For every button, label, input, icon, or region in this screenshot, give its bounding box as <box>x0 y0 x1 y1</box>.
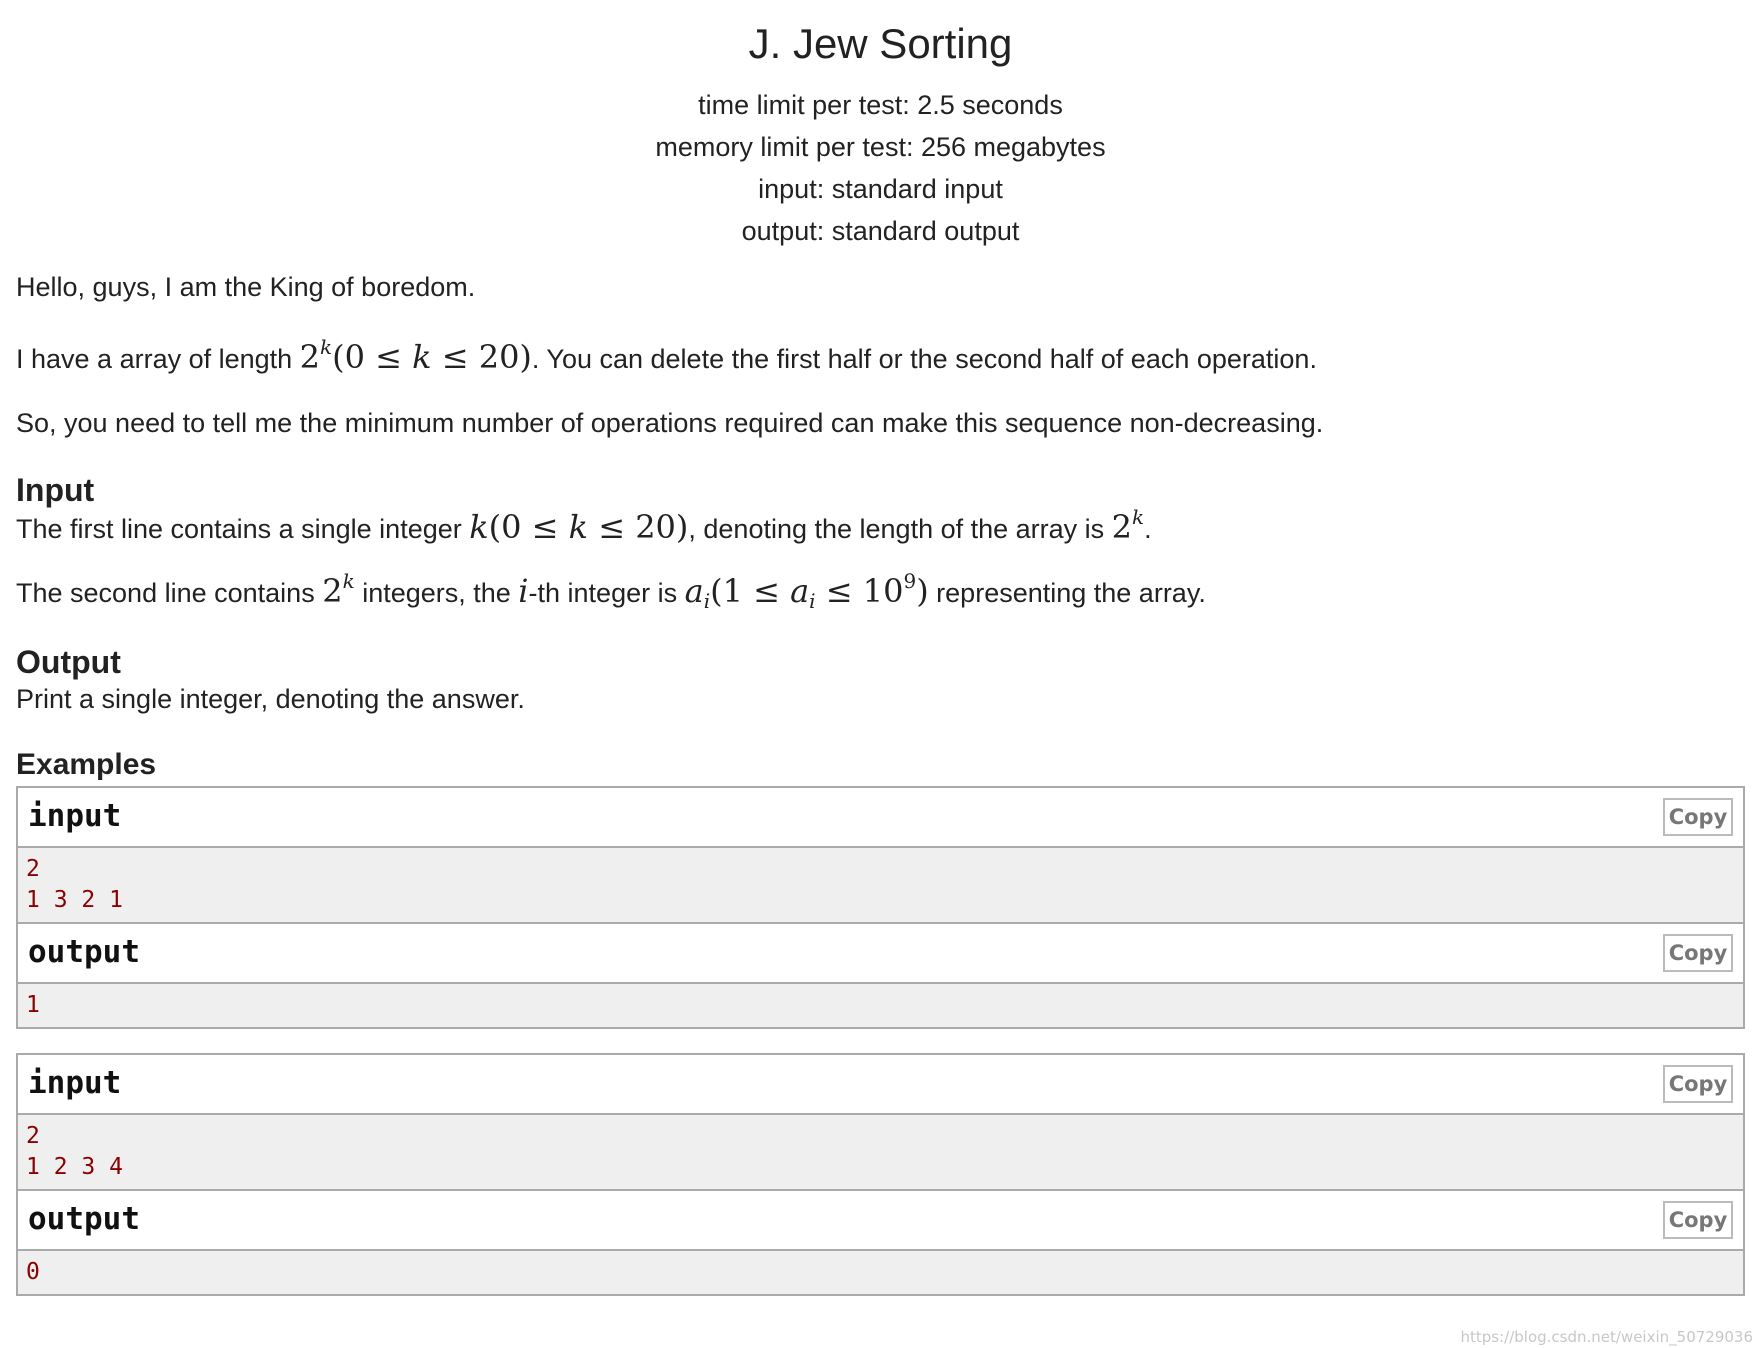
example-input-line: 1 3 2 1 <box>26 887 123 913</box>
statement-text: . You can delete the first half or the second half of each operation. <box>531 344 1317 374</box>
example-input-line: 2 <box>26 1123 40 1149</box>
input-text: -th integer is <box>528 578 685 608</box>
input-text: . <box>1144 514 1152 544</box>
example-input-body <box>18 1115 1743 1191</box>
input-spec: input: standard input <box>758 174 1003 204</box>
output-description: Print a single integer, denoting the answer. <box>16 684 525 714</box>
input-text: The second line contains <box>16 578 323 608</box>
example-output-line: 1 <box>26 992 40 1018</box>
math-index: i <box>518 572 529 610</box>
math-value-constraint: $a_i(1 \le a_i \le 10^9)$ <box>684 569 929 613</box>
example-input-line: 1 2 3 4 <box>26 1154 123 1180</box>
problem-title: J. Jew Sorting <box>748 20 1013 67</box>
example-input-label: input <box>28 1065 122 1101</box>
example-output-label: output <box>28 1201 140 1237</box>
statement-paragraph-3: So, you need to tell me the minimum number of operations required can make this sequence non-decreasing. <box>16 408 1324 438</box>
output-heading: Output <box>16 644 121 680</box>
example-input-header <box>18 788 1743 848</box>
problem-statement <box>16 270 1745 1296</box>
example-block-1 <box>16 786 1745 1029</box>
statement-paragraph-1: Hello, guys, I am the King of boredom. <box>16 272 476 302</box>
example-input-body <box>18 848 1743 924</box>
example-output-body <box>18 1251 1743 1294</box>
math-length-constraint: $2^k(0 \le k \le 20)$ <box>299 335 532 376</box>
example-output-header <box>18 924 1743 984</box>
watermark: https://blog.csdn.net/weixin_50729036 <box>1460 1328 1753 1346</box>
input-text: The first line contains a single integer <box>16 514 470 544</box>
math-array-length: 2$^k$ <box>1111 505 1145 546</box>
math-count: 2$^k$ <box>322 569 355 610</box>
examples-heading: Examples <box>16 748 157 781</box>
input-text: integers, the <box>354 578 519 608</box>
output-spec: output: standard output <box>741 216 1020 246</box>
input-line-1 <box>16 505 1745 546</box>
statement-paragraph-2 <box>16 335 1745 376</box>
input-text: , denoting the length of the array is <box>688 514 1112 544</box>
input-heading: Input <box>16 472 95 508</box>
time-limit: time limit per test: 2.5 seconds <box>698 90 1063 120</box>
copy-output-button[interactable]: Copy <box>1663 934 1733 972</box>
input-line-2 <box>16 569 1745 613</box>
example-block-2 <box>16 1053 1745 1296</box>
math-k-constraint: k(0 ≤ k ≤ 20) <box>469 508 689 546</box>
copy-output-button[interactable]: Copy <box>1663 1201 1733 1239</box>
input-text: representing the array. <box>928 578 1206 608</box>
copy-input-button[interactable]: Copy <box>1663 798 1733 836</box>
example-output-label: output <box>28 934 140 970</box>
statement-text: I have a array of length <box>16 344 300 374</box>
example-input-line: 2 <box>26 856 40 882</box>
problem-header <box>0 0 1761 252</box>
copy-input-button[interactable]: Copy <box>1663 1065 1733 1103</box>
example-output-body <box>18 984 1743 1027</box>
example-input-header <box>18 1055 1743 1115</box>
memory-limit: memory limit per test: 256 megabytes <box>655 132 1106 162</box>
example-output-header <box>18 1191 1743 1251</box>
example-output-line: 0 <box>26 1259 40 1285</box>
example-input-label: input <box>28 798 122 834</box>
